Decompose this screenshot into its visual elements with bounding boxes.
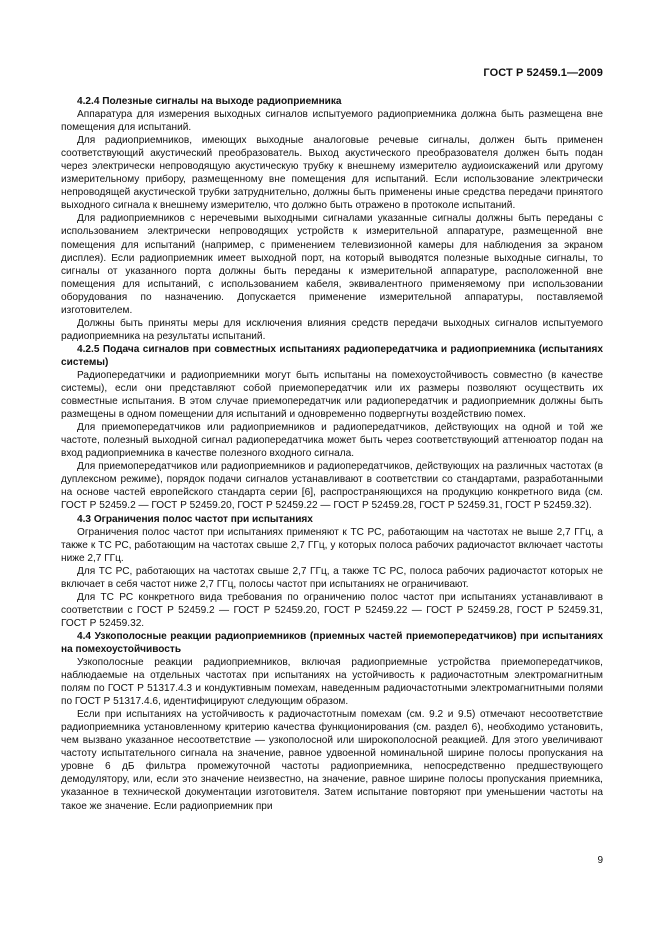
paragraph: Для приемопередатчиков или радиоприемников и радиопередатчиков, действующих на одной и той же частоте, полезный выходной сигнал радиопередатчика может быть через соответствующий аттенюатор подан на вход радиоприемника в качестве полезного входного сигнала. bbox=[61, 422, 603, 460]
section-heading: 4.3 Ограничения полос частот при испытаниях bbox=[77, 513, 313, 525]
section-heading: 4.2.4 Полезные сигналы на выходе радиоприемника bbox=[77, 96, 342, 107]
page-number: 9 bbox=[597, 855, 603, 866]
paragraph: Должны быть приняты меры для исключения влияния средств передачи выходных сигналов испытуемого радиоприемника на результаты испытаний. bbox=[61, 317, 603, 342]
section-heading: 4.4 Узкополосные реакции радиоприемников (приемных частей приемопередатчиков) при испытаниях на помехоустойчивость bbox=[61, 630, 603, 655]
paragraph: Радиопередатчики и радиоприемники могут быть испытаны на помехоустойчивость совместно (в качестве системы), если они представляют собой приемопередатчик или их размеры позволяют осуществить их совместные испытания. В этом случае приемопередатчик или радиопередатчик и радиоприемник должны быть размещены в одном помещении для испытаний и одновременно подвергнуты воздействию помех. bbox=[61, 369, 603, 421]
paragraph: Для радиоприемников, имеющих выходные аналоговые речевые сигналы, должен быть применен соответствующий акустический преобразователь. Выход акустического преобразователя должен быть подан через электрически непроводящую акустическую трубку к внешнему измерителю аудиоискажений или другому измерительному прибору, размещенному вне помещения для испытаний. Если использование электрически непроводящей акустической трубки затруднительно, должны быть применены иные средства передачи принятого выходного сигнала к внешнему измерителю, что должно быть отражено в протоколе испытаний. bbox=[61, 135, 603, 212]
paragraph: Для ТС РС, работающих на частотах свыше 2,7 ГГц, а также ТС РС, полоса рабочих радиочастот которых не включает в себя частот ниже 2,7 ГГц, полосы частот при испытаниях не ограничивают. bbox=[61, 565, 603, 590]
paragraph: Если при испытаниях на устойчивость к радиочастотным помехам (см. 9.2 и 9.5) отмечают несоответствие радиоприемника установленному критерию качества функционирования (см. раздел 6), необходимо установить, чем вызвано указанное несоответствие — узкополосной или широкополосной реакцией. Для этого увеличивают частоту испытательного сигнала на значение, равное удвоенной номинальной ширине полосы пропускания на уровне 6 дБ фильтра промежуточной частоты радиоприемника, непосредственно предшествующего демодулятору, или, если это значение неизвестно, на значение, равное ширине полосы пропускания приемника, указанное в технической документации изготовителя. Затем испытание повторяют при уменьшении частоты на такое же значение. Если радиоприемник при bbox=[61, 709, 603, 812]
document-body bbox=[61, 95, 603, 813]
section-heading: 4.2.5 Подача сигналов при совместных испытаниях радиопередатчика и радиоприемника (испытаниях системы) bbox=[61, 343, 603, 368]
paragraph: Для радиоприемников с неречевыми выходными сигналами указанные сигналы должны быть переданы с использованием электрически непроводящих устройств к измерительной аппаратуре, размещенной вне помещения для испытаний (например, с применением телевизионной камеры для наблюдения за экраном дисплея). Если радиоприемник имеет выходной порт, на который выводятся полезные выходные сигналы, то сигналы от указанного порта должны быть переданы к измерительной аппаратуре, расположенной вне помещения для испытаний, с использованием кабеля, эквивалентного применяемому при использовании оборудования по назначению. Допускается применение измерительной аппаратуры, поставляемой изготовителем. bbox=[61, 213, 603, 316]
standard-header: ГОСТ Р 52459.1—2009 bbox=[483, 67, 603, 79]
paragraph: Для ТС РС конкретного вида требования по ограничению полос частот при испытаниях устанавливают в соответствии с ГОСТ Р 52459.2 — ГОСТ Р 52459.20, ГОСТ Р 52459.22 — ГОСТ Р 52459.28, ГОСТ Р 52459.31, ГОСТ Р 52459.32. bbox=[61, 591, 603, 629]
paragraph: Ограничения полос частот при испытаниях применяют к ТС РС, работающим на частотах не выше 2,7 ГГц, а также к ТС РС, работающим на частотах свыше 2,7 ГГц, у которых полоса рабочих радиочастот включает частоты ниже 2,7 ГГц. bbox=[61, 526, 603, 564]
paragraph: Узкополосные реакции радиоприемников, включая радиоприемные устройства приемопередатчиков, наблюдаемые на отдельных частотах при испытаниях на устойчивость к радиочастотным электромагнитным полям по ГОСТ Р 51317.4.3 и кондуктивным помехам, наведенным радиочастотными электромагнитными полями по ГОСТ Р 51317.4.6, идентифицируют следующим образом. bbox=[61, 657, 603, 708]
paragraph: Аппаратура для измерения выходных сигналов испытуемого радиоприемника должна быть размещена вне помещения для испытаний. bbox=[61, 109, 603, 134]
paragraph: Для приемопередатчиков или радиоприемников и радиопередатчиков, действующих на различных частотах (в дуплексном режиме), порядок подачи сигналов устанавливают в соответствии со стандартами, разработанными на основе частей европейского стандарта серии [6], распространяющихся на продукцию конкретного вида (см. ГОСТ Р 52459.2 — ГОСТ Р 52459.20, ГОСТ Р 52459.22 — ГОСТ Р 52459.28, ГОСТ Р 52459.31, ГОСТ Р 52459.32). bbox=[61, 461, 603, 512]
